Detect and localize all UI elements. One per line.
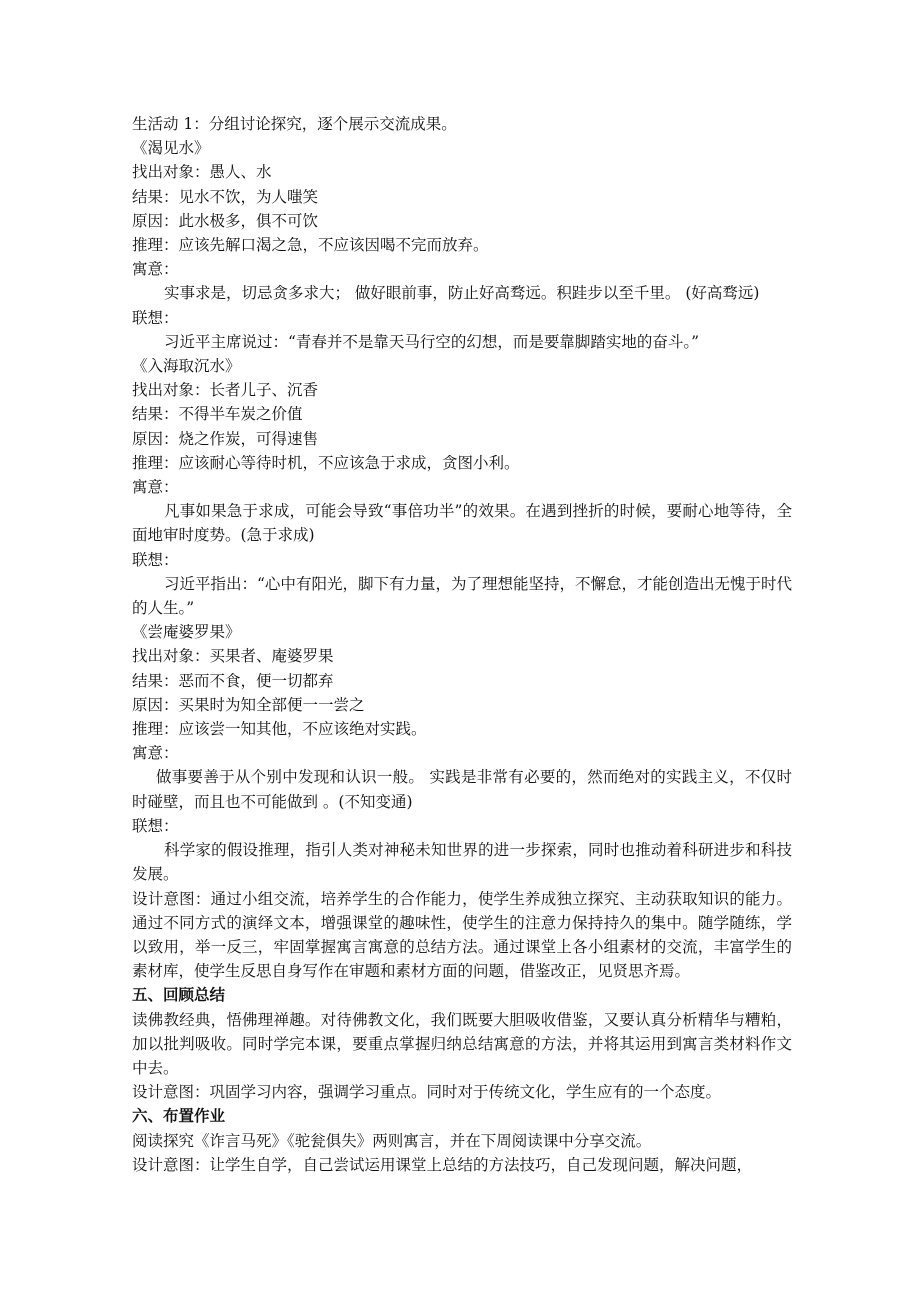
story-objects: 找出对象：长者儿子、沉香 — [132, 381, 319, 400]
story-result: 结果：恶而不食，便一切都弃 — [132, 671, 334, 690]
section-body: 读佛教经典，悟佛理禅趣。对待佛教文化，我们既要大胆吸收借鉴，又要认真分析精华与糟粕，加以批判吸收。同时学完本课，要重点掌握归纳总结寓意的方法，并将其运用到寓言类材料作文中去。 — [132, 1010, 792, 1077]
association-text: 科学家的假设推理，指引人类对神秘未知世界的进一步探索，同时也推动着科研进步和科技发展。 — [132, 841, 792, 884]
association-label: 联想： — [132, 308, 179, 327]
section-body: 阅读探究《诈言马死》《驼瓮俱失》两则寓言，并在下周阅读课中分享交流。 — [132, 1131, 652, 1150]
moral-text: 做事要善于从个别中发现和认识一般。 实践是非常有必要的，然而绝对的实践主义，不仅时时碰壁，而且也不可能做到 。(不知变通) — [132, 768, 792, 811]
association-text: 习近平主席说过：“青春并不是靠天马行空的幻想，而是要靠脚踏实地的奋斗。” — [164, 332, 700, 351]
story-inference: 推理：应该耐心等待时机，不应该急于求成，贪图小利。 — [132, 453, 520, 472]
design-intent: 设计意图：巩固学习内容，强调学习重点。同时对于传统文化，学生应有的一个态度。 — [132, 1083, 722, 1102]
story-objects: 找出对象：买果者、庵婆罗果 — [132, 647, 334, 666]
story-title: 《渴见水》 — [132, 139, 210, 158]
moral-text: 凡事如果急于求成，可能会导致“事倍功半”的效果。在遇到挫折的时候，要耐心地等待，全面地审时度势。(急于求成) — [132, 502, 792, 545]
story-result: 结果：不得半车炭之价值 — [132, 405, 303, 424]
story-reason: 原因：烧之作炭，可得速售 — [132, 429, 319, 448]
story-inference: 推理：应该尝一知其他，不应该绝对实践。 — [132, 720, 427, 739]
moral-label: 寓意： — [132, 744, 179, 763]
moral-text: 实事求是，切忌贪多求大； 做好眼前事，防止好高骛远。积跬步以至千里。 (好高骛远) — [164, 284, 760, 303]
story-objects: 找出对象：愚人、水 — [132, 163, 272, 182]
story-inference: 推理：应该先解口渴之急，不应该因喝不完而放弃。 — [132, 236, 489, 255]
design-intent: 设计意图：让学生自学，自己尝试运用课堂上总结的方法技巧，自己发现问题，解决问题， — [132, 1155, 753, 1174]
document-page — [132, 112, 792, 1177]
moral-label: 寓意： — [132, 260, 179, 279]
moral-label: 寓意： — [132, 478, 179, 497]
section-heading: 六、布置作业 — [132, 1107, 226, 1126]
association-label: 联想： — [132, 816, 179, 835]
association-text: 习近平指出：“心中有阳光，脚下有力量，为了理想能坚持，不懈怠，才能创造出无愧于时代的人生。” — [132, 574, 792, 618]
activity-intro: 生活动 1：分组讨论探究，逐个展示交流成果。 — [132, 115, 457, 133]
design-intent: 设计意图：通过小组交流，培养学生的合作能力，使学生养成独立探究、主动获取知识的能力。通过不同方式的演绎文本，增强课堂的趣味性，使学生的注意力保持持久的集中。随学随练，学以致用，举一反三，牢固掌握寓言寓意的总结方法。通过课堂上各小组素材的交流，丰富学生的素材库，使学生反思自身写作在审题和素材方面的问题，借鉴改正，见贤思齐焉。 — [132, 889, 792, 981]
story-reason: 原因：买果时为知全部便一一尝之 — [132, 695, 365, 714]
story-reason: 原因：此水极多，俱不可饮 — [132, 211, 319, 230]
story-title: 《入海取沉水》 — [132, 357, 241, 376]
association-label: 联想： — [132, 550, 179, 569]
story-title: 《尝庵婆罗果》 — [132, 623, 241, 642]
story-result: 结果：见水不饮，为人嗤笑 — [132, 187, 319, 206]
section-heading: 五、回顾总结 — [132, 986, 226, 1005]
